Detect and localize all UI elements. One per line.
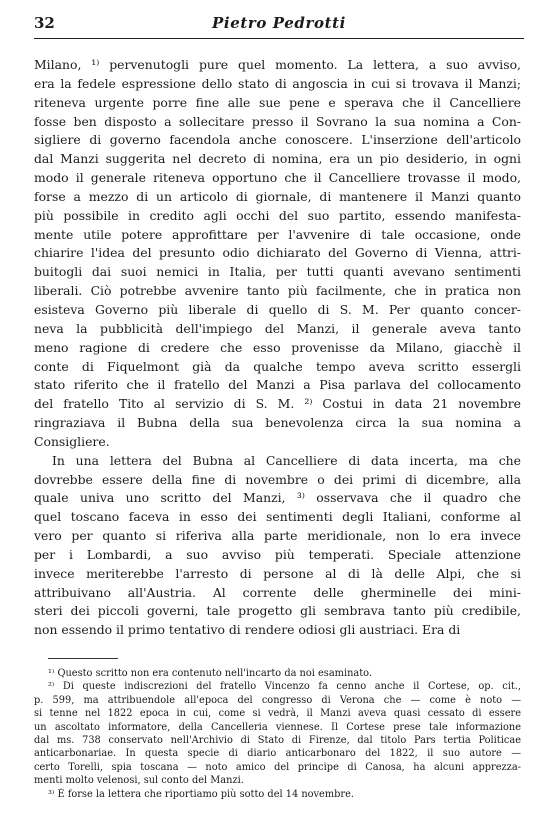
- text-line: quale univa uno scritto del Manzi, ³⁾ osservava che il quadro che: [34, 490, 521, 506]
- footnote-line: p. 599, ma attribuendole all'epoca del congresso di Verona che — come è noto —: [34, 694, 521, 706]
- text-line: modo il generale riteneva opportuno che il Cancelliere trovasse il modo,: [34, 170, 521, 186]
- running-title: Pietro Pedrotti: [212, 14, 346, 32]
- footnote-line: un ascoltato informatore, della Cancelleria viennese. Il Cortese prese tale informazione: [34, 721, 521, 733]
- footnotes: [34, 667, 521, 801]
- page-number: 32: [34, 14, 55, 32]
- text-line: stato riferito che il fratello del Manzi a Pisa parlava del collocamento: [34, 377, 521, 393]
- text-line: esisteva Governo più liberale di quello di S. M. Per quanto concer-: [34, 301, 521, 317]
- main-text: [34, 56, 521, 640]
- text-line: sigliere di governo facendola anche conoscere. L'inserzione dell'articolo: [34, 132, 521, 148]
- header-rule: [34, 38, 524, 39]
- footnote-line: ¹⁾ Questo scritto non era contenuto nell'incarto da noi esaminato.: [48, 668, 373, 679]
- text-line: dovrebbe essere della fine di novembre o dei primi di dicembre, alla: [34, 471, 521, 487]
- text-line: invece meriterebbe l'arresto di persone al di là delle Alpi, che si: [34, 565, 521, 581]
- text-line: liberali. Ciò potrebbe avvenire tanto più facilmente, che in pratica non: [34, 283, 521, 299]
- text-line: Consigliere.: [34, 433, 110, 449]
- text-line: attribuivano all'Austria. Al corrente delle gherminelle dei mini-: [34, 584, 521, 600]
- footnote-line: certo Torelli, spia toscana — noto amico del principe di Canosa, ha alcuni apprezza-: [34, 761, 521, 773]
- text-line: meno ragione di credere che esso provenisse da Milano, giacchè il: [34, 339, 521, 355]
- text-line: vero per quanto si riferiva alla parte meridionale, non lo era invece: [34, 528, 521, 544]
- text-line: buitogli dai suoi nemici in Italia, per tutti quanti avevano sentimenti: [34, 264, 521, 280]
- text-line: era la fedele espressione dello stato di angoscia in cui si trovava il Manzi;: [34, 75, 521, 91]
- text-line: Milano, ¹⁾ pervenutogli pure quel momento. La lettera, a suo avviso,: [34, 57, 521, 72]
- page-header: [34, 14, 524, 38]
- text-line: neva la pubblicità dell'impiego del Manzi, il generale aveva tanto: [34, 320, 521, 336]
- text-line: per i Lombardi, a suo avviso più temperati. Speciale attenzione: [34, 546, 521, 562]
- text-line: conte di Fiquelmont già da qualche tempo aveva scritto essergli: [34, 358, 521, 374]
- footnote-line: anticarbonariae. In questa specie di diario anticarbonaro del 1822, il suo autore —: [34, 748, 521, 760]
- text-line: In una lettera del Bubna al Cancelliere di data incerta, ma che: [52, 452, 521, 468]
- text-line: ringraziava il Bubna della sua benevolenza circa la sua nomina a: [34, 415, 521, 431]
- text-line: non essendo il primo tentativo di rendere odiosi gli austriaci. Era di: [34, 622, 461, 638]
- footnote-line: dal ms. 738 conservato nell'Archivio di Stato di Firenze, dal titolo Pars tertia Politicae: [34, 734, 521, 746]
- text-line: quel toscano faceva in esso dei sentimenti degli Italiani, conforme al: [34, 509, 521, 525]
- text-line: dal Manzi suggerita nel decreto di nomina, era un pio desiderio, in ogni: [34, 151, 521, 167]
- text-line: riteneva urgente porre fine alle sue pene e sperava che il Cancelliere: [34, 94, 521, 110]
- text-line: steri dei piccoli governi, tale progetto gli sembrava tanto più credibile,: [34, 603, 521, 619]
- footnote-line: menti molto velenosi, sul conto del Manzi.: [34, 775, 244, 787]
- text-line: chiarire l'idea del presunto odio dichiarato del Governo di Vienna, attri-: [34, 245, 521, 261]
- footnote-line: ²⁾ Di queste indiscrezioni del fratello Vincenzo fa cenno anche il Cortese, op. cit.,: [48, 681, 521, 693]
- footnote-line: si tenne nel 1822 epoca in cui, come si vedrà, il Manzi aveva quasi cessato di essere: [34, 708, 521, 720]
- text-line: fosse ben disposto a sollecitare presso il Sovrano la sua nomina a Con-: [34, 113, 521, 129]
- text-line: del fratello Tito al servizio di S. M. ²⁾ Costui in data 21 novembre: [34, 396, 521, 412]
- text-line: mente utile potere approfittare per l'avvenire di tale occasione, onde: [34, 226, 521, 242]
- footnote-line: ³⁾ È forse la lettera che riportiamo più sotto del 14 novembre.: [48, 788, 355, 800]
- text-line: forse a mezzo di un articolo di giornale, di mantenere il Manzi quanto: [34, 188, 521, 204]
- text-line: più possibile in credito agli occhi del suo partito, essendo manifesta-: [34, 207, 521, 223]
- footnote-separator: [48, 658, 118, 659]
